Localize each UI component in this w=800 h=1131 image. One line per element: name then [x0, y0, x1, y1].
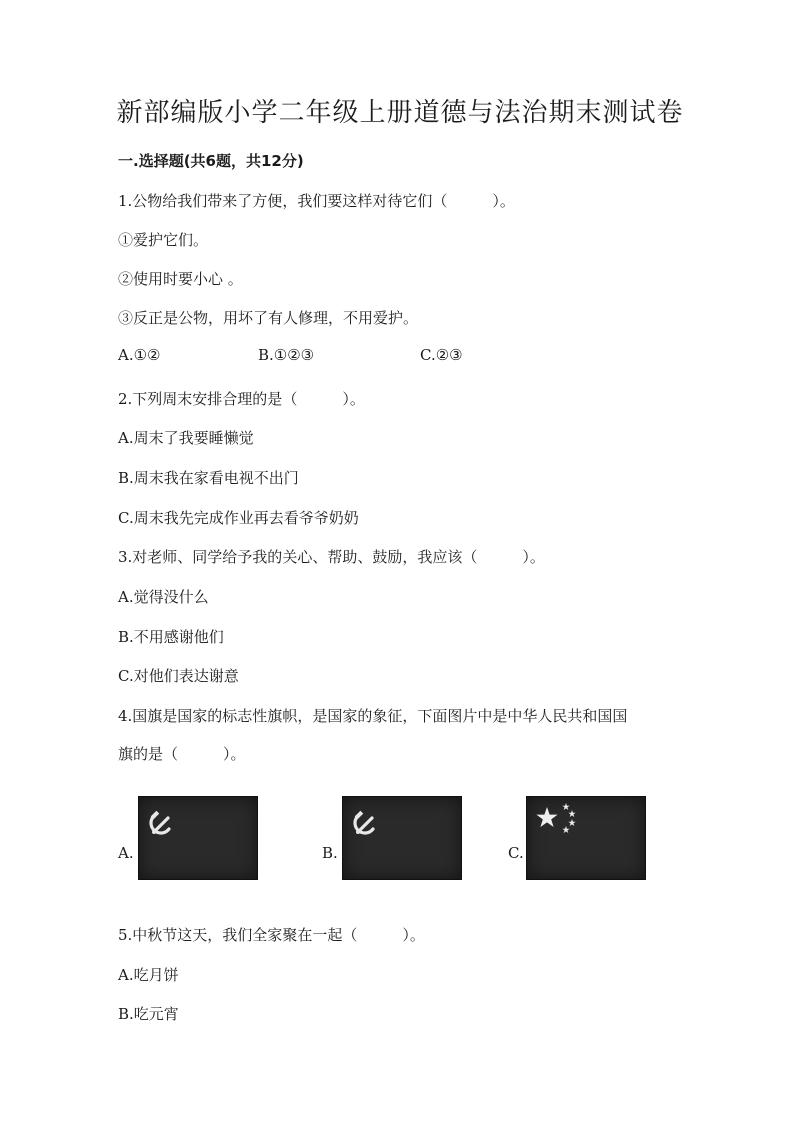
hammer-sickle-flag-icon [138, 796, 258, 880]
question-1-option-a: A.①② [118, 346, 161, 364]
question-5-option-b: B.吃元宵 [118, 1005, 179, 1023]
question-4-stem-line-1: 4.国旗是国家的标志性旗帜，是国家的象征，下面图片中是中华人民共和国国 [118, 707, 628, 725]
question-4-option-c-label: C. [508, 844, 524, 862]
question-3-stem: 3.对老师、同学给予我的关心、帮助、鼓励，我应该（ ）。 [118, 548, 545, 566]
question-3-option-c: C.对他们表达谢意 [118, 667, 239, 685]
section-heading: 一.选择题(共6题，共12分) [118, 152, 304, 170]
question-1-statement-1: ①爱护它们。 [118, 231, 209, 249]
question-3-option-a: A.觉得没什么 [118, 588, 209, 606]
question-1-stem: 1.公物给我们带来了方便，我们要这样对待它们（ ）。 [118, 192, 515, 210]
question-4-stem-line-2: 旗的是（ ）。 [118, 745, 246, 763]
question-1-option-c: C.②③ [420, 346, 463, 364]
question-1-option-b: B.①②③ [258, 346, 315, 364]
five-star-flag-icon [526, 796, 646, 880]
question-1-statement-2: ②使用时要小心 。 [118, 270, 243, 288]
question-5-option-a: A.吃月饼 [118, 966, 179, 984]
question-5-stem: 5.中秋节这天，我们全家聚在一起（ ）。 [118, 926, 425, 944]
question-3-option-b: B.不用感谢他们 [118, 628, 224, 646]
question-4-option-b-label: B. [322, 844, 338, 862]
question-2-option-c: C.周末我先完成作业再去看爷爷奶奶 [118, 509, 359, 527]
question-4-flag-options [0, 796, 800, 906]
question-4-option-a-label: A. [118, 844, 134, 862]
question-2-stem: 2.下列周末安排合理的是（ ）。 [118, 390, 365, 408]
hammer-sickle-flag-icon [342, 796, 462, 880]
question-1-statement-3: ③反正是公物，用坏了有人修理，不用爱护。 [118, 309, 419, 327]
page-title: 新部编版小学二年级上册道德与法治期末测试卷 [116, 98, 684, 128]
question-2-option-b: B.周末我在家看电视不出门 [118, 469, 299, 487]
question-2-option-a: A.周末了我要睡懒觉 [118, 429, 254, 447]
